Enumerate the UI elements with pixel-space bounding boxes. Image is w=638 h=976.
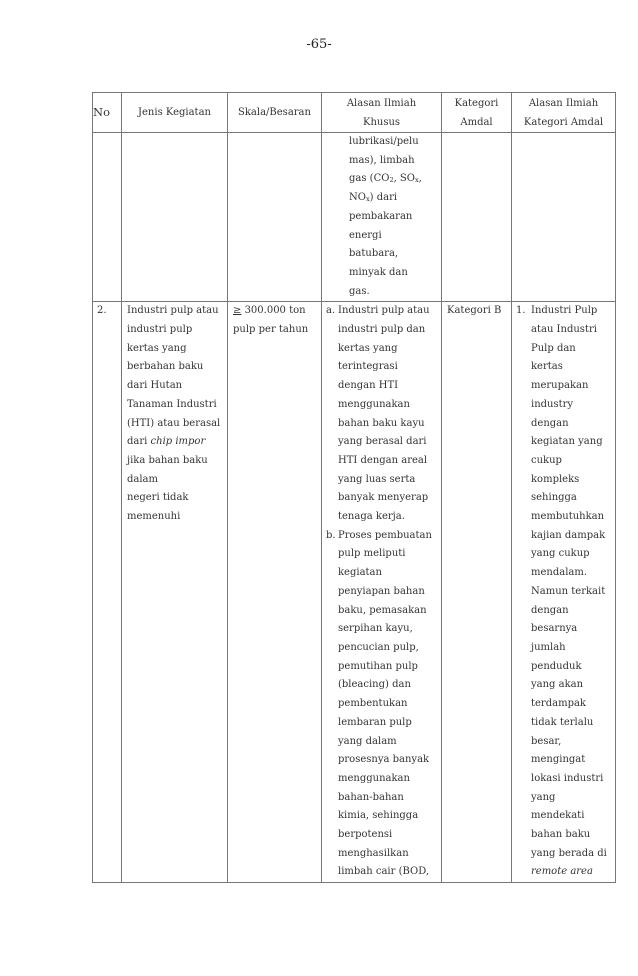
alasan-kategori-item-1: 1. Industri Pulp atau Industri Pulp dan kertas merupakan industry dengan kegiatan yang cukup kompleks sehingga membutuhkan kajian dampak yang cukup mendalam. Namun terkait dengan besarnya jumlah penduduk yang akan terdampak tidak terlalu besar, mengingat lokasi industri yang mendekati bahan baku yang berada di remote area (516, 302, 611, 882)
amdal-table (92, 92, 616, 883)
continuation-line: energi (349, 229, 382, 241)
jenis-line: memenuhi (127, 511, 181, 523)
table-row-continuation (93, 133, 616, 302)
alasan-item-a: a. Industri pulp atau industri pulp dan kertas yang terintegrasi dengan HTI menggunakan bahan baku kayu yang berasal dari HTI dengan areal yang luas serta banyak menyerap tenaga kerja. (326, 302, 437, 526)
continuation-line: minyak dan (349, 266, 408, 278)
jenis-line: Tanaman Industri (127, 398, 217, 410)
cell-alasan-continuation (322, 133, 442, 302)
cell-kategori-continuation (442, 133, 512, 302)
jenis-line: (HTI) atau berasal (127, 417, 221, 429)
table-header-row (93, 93, 616, 133)
header-alasan-khusus-line2: Khusus (362, 116, 401, 128)
header-kategori-line2: Amdal (460, 116, 493, 128)
jenis-line: dalam (127, 473, 159, 485)
jenis-line: dari Hutan (127, 380, 183, 392)
cell-no-2: 2. (93, 302, 122, 883)
table-row-2 (93, 302, 616, 883)
kategori-value: Kategori B (447, 305, 502, 317)
header-alasan-kategori-line1: Alasan Ilmiah (528, 97, 599, 109)
header-alasan-kategori-line2: Kategori Amdal (523, 116, 604, 128)
remote-area-term: remote area (531, 866, 593, 878)
jenis-line: Industri pulp atau (127, 305, 219, 317)
cell-jenis-2 (122, 302, 228, 883)
header-alasan-khusus-line1: Alasan Ilmiah (346, 97, 417, 109)
header-skala-besaran: Skala/Besaran (228, 93, 322, 133)
header-jenis-kegiatan: Jenis Kegiatan (122, 93, 228, 133)
continuation-line: lubrikasi/pelu (349, 136, 419, 147)
cell-skala-continuation (228, 133, 322, 302)
continuation-nox-line: NOx) dari (349, 192, 398, 204)
cell-kategori-2 (442, 302, 512, 883)
alasan-marker-a: a. (326, 305, 336, 317)
page-number: -65- (306, 37, 332, 52)
jenis-line: negeri tidak (127, 492, 189, 504)
alasan-item-b: b. Proses pembuatan pulp meliputi kegiatan penyiapan bahan baku, pemasakan serpihan kayu, pencucian pulp, pemutihan pulp (bleacing) dan pembentukan lembaran pulp yang dalam prosesnya banyak menggunakan bahan-bahan kimia, sehingga berpotensi menghasilkan limbah cair (BOD, (326, 527, 437, 882)
cell-skala-2 (228, 302, 322, 883)
jenis-line: jika bahan baku (127, 454, 208, 466)
header-kategori-amdal (442, 93, 512, 133)
continuation-line: pembakaran (349, 210, 413, 222)
header-kategori-line1: Kategori (454, 97, 499, 109)
chip-impor-term: chip impor (150, 436, 206, 448)
header-alasan-ilmiah-khusus (322, 93, 442, 133)
alasan-marker-b: b. (326, 529, 336, 541)
jenis-line: berbahan baku (127, 361, 204, 373)
cell-no-continuation (93, 133, 122, 302)
geq-symbol: ≥ (233, 305, 242, 317)
skala-line: pulp per tahun (233, 324, 309, 336)
continuation-gas-line: gas (CO2, SOx, (349, 173, 422, 185)
cell-alasan-kategori-continuation (512, 133, 616, 302)
header-alasan-ilmiah-kategori (512, 93, 616, 133)
jenis-chip-impor-line: dari chip impor (127, 436, 206, 448)
continuation-line: gas. (349, 285, 370, 297)
cell-alasan-2 (322, 302, 442, 883)
skala-line: ≥ 300.000 ton (233, 305, 306, 317)
cell-jenis-continuation (122, 133, 228, 302)
continuation-line: mas), limbah (349, 154, 415, 166)
cell-alasan-kategori-2 (512, 302, 616, 883)
jenis-line: industri pulp (127, 324, 193, 336)
alasan-kategori-marker-1: 1. (516, 305, 526, 317)
header-no: No (93, 93, 122, 133)
jenis-line: kertas yang (127, 342, 187, 354)
continuation-line: batubara, (349, 248, 399, 260)
